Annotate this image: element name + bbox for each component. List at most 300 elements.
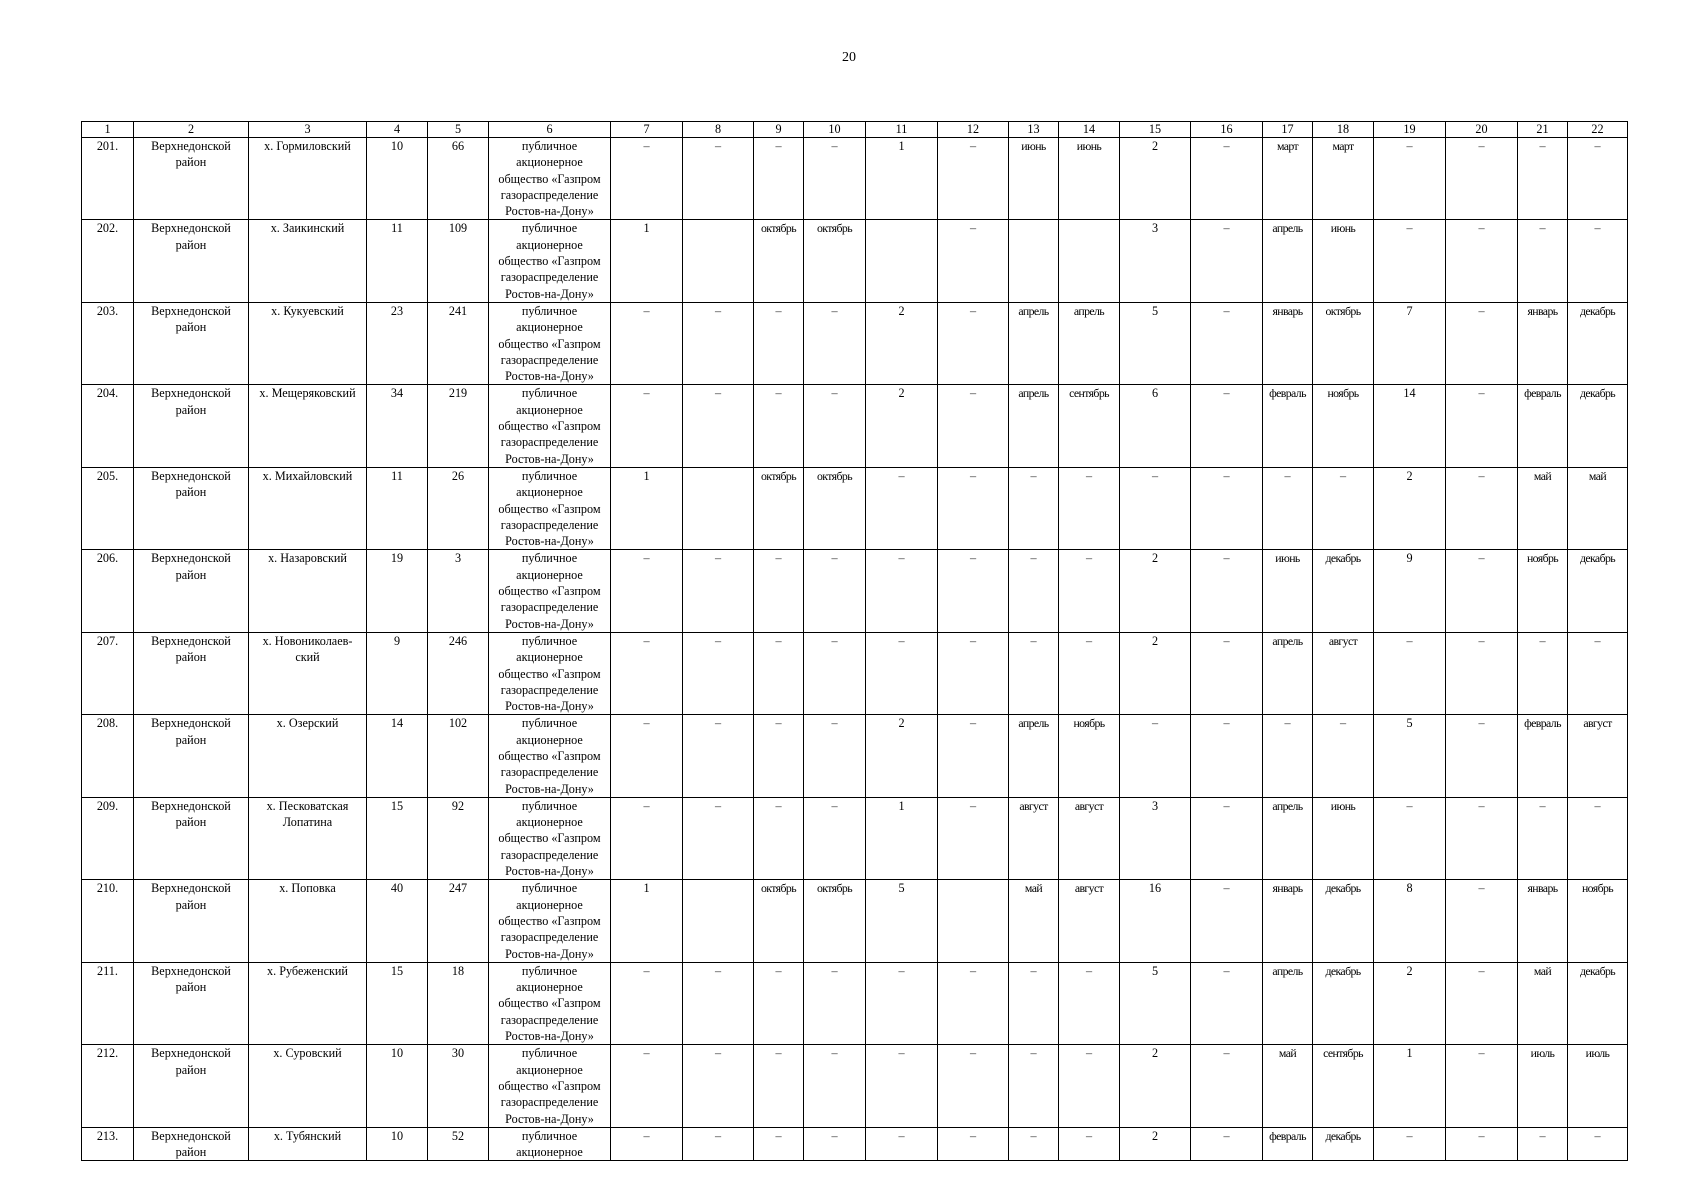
table-cell: октябрь bbox=[804, 220, 866, 302]
table-cell: – bbox=[1446, 1045, 1518, 1127]
table-row bbox=[82, 962, 1628, 1044]
table-cell: – bbox=[1009, 962, 1059, 1044]
table-cell: 1 bbox=[611, 880, 683, 962]
table-cell: – bbox=[804, 385, 866, 467]
organization-cell: публичное акционерное общество «Газпром газораспределение Ростов-на-Дону» bbox=[489, 797, 611, 879]
table-cell: – bbox=[1263, 467, 1313, 549]
table-cell: декабрь bbox=[1568, 962, 1628, 1044]
table-cell: – bbox=[1518, 138, 1568, 220]
settlement-cell: х. Кукуевский bbox=[249, 302, 367, 384]
table-cell: 2 bbox=[1120, 138, 1191, 220]
table-cell: июнь bbox=[1313, 220, 1374, 302]
table-cell: – bbox=[804, 1045, 866, 1127]
table-cell: – bbox=[1059, 1127, 1120, 1161]
table-cell: – bbox=[938, 467, 1009, 549]
column-header-1: 1 bbox=[82, 122, 134, 138]
table-cell: – bbox=[1518, 1127, 1568, 1161]
table-cell: – bbox=[754, 1045, 804, 1127]
table-cell: 5 bbox=[866, 880, 938, 962]
table-cell: март bbox=[1313, 138, 1374, 220]
column-header-5: 5 bbox=[428, 122, 489, 138]
table-cell: – bbox=[754, 632, 804, 714]
table-cell: – bbox=[938, 138, 1009, 220]
table-cell: – bbox=[1568, 797, 1628, 879]
settlement-cell: х. Суровский bbox=[249, 1045, 367, 1127]
table-row bbox=[82, 385, 1628, 467]
district-cell: Верхнедонской район bbox=[134, 715, 249, 797]
table-cell: – bbox=[754, 797, 804, 879]
table-cell: апрель bbox=[1059, 302, 1120, 384]
table-cell: – bbox=[611, 550, 683, 632]
table-cell: – bbox=[1191, 797, 1263, 879]
table-cell: – bbox=[1059, 962, 1120, 1044]
table-cell: – bbox=[1518, 797, 1568, 879]
table-row bbox=[82, 467, 1628, 549]
table-cell: 2 bbox=[1120, 1127, 1191, 1161]
table-cell: апрель bbox=[1009, 302, 1059, 384]
table-cell: 3 bbox=[1120, 220, 1191, 302]
table-cell: – bbox=[866, 1045, 938, 1127]
table-cell: – bbox=[1191, 385, 1263, 467]
district-cell: Верхнедонской район bbox=[134, 962, 249, 1044]
table-cell: – bbox=[1191, 467, 1263, 549]
table-cell bbox=[866, 220, 938, 302]
table-cell: 19 bbox=[367, 550, 428, 632]
table-cell: 30 bbox=[428, 1045, 489, 1127]
table-cell: – bbox=[683, 715, 754, 797]
table-cell: 10 bbox=[367, 138, 428, 220]
table-cell: 219 bbox=[428, 385, 489, 467]
table-cell: – bbox=[1263, 715, 1313, 797]
table-cell: 15 bbox=[367, 962, 428, 1044]
row-number-cell: 206. bbox=[82, 550, 134, 632]
table-cell: – bbox=[1446, 715, 1518, 797]
settlement-cell: х. Тубянский bbox=[249, 1127, 367, 1161]
table-cell: – bbox=[1446, 385, 1518, 467]
row-number-cell: 212. bbox=[82, 1045, 134, 1127]
row-number-cell: 211. bbox=[82, 962, 134, 1044]
table-cell: – bbox=[683, 385, 754, 467]
table-cell: – bbox=[1059, 632, 1120, 714]
table-cell: – bbox=[804, 632, 866, 714]
table-cell: – bbox=[611, 302, 683, 384]
table-cell: ноябрь bbox=[1313, 385, 1374, 467]
table-cell: – bbox=[1009, 632, 1059, 714]
table-cell: октябрь bbox=[754, 467, 804, 549]
organization-cell: публичное акционерное общество «Газпром газораспределение Ростов-на-Дону» bbox=[489, 220, 611, 302]
row-number-cell: 209. bbox=[82, 797, 134, 879]
column-header-2: 2 bbox=[134, 122, 249, 138]
table-cell: 2 bbox=[1374, 962, 1446, 1044]
table-cell: – bbox=[938, 962, 1009, 1044]
table-cell bbox=[938, 880, 1009, 962]
table-cell: – bbox=[938, 302, 1009, 384]
table-cell: 15 bbox=[367, 797, 428, 879]
table-cell: – bbox=[754, 138, 804, 220]
table-cell: – bbox=[866, 962, 938, 1044]
table-cell: – bbox=[611, 632, 683, 714]
table-cell: декабрь bbox=[1568, 550, 1628, 632]
table-cell: – bbox=[1191, 302, 1263, 384]
table-cell: – bbox=[1120, 715, 1191, 797]
column-header-18: 18 bbox=[1313, 122, 1374, 138]
table-cell: – bbox=[1009, 467, 1059, 549]
table-cell: май bbox=[1009, 880, 1059, 962]
table-cell: – bbox=[1374, 1127, 1446, 1161]
organization-cell: публичное акционерное общество «Газпром газораспределение Ростов-на-Дону» bbox=[489, 467, 611, 549]
table-cell: – bbox=[611, 715, 683, 797]
table-cell: – bbox=[1191, 715, 1263, 797]
table-cell: – bbox=[754, 962, 804, 1044]
district-cell: Верхнедонской район bbox=[134, 880, 249, 962]
row-number-cell: 207. bbox=[82, 632, 134, 714]
table-cell: – bbox=[804, 797, 866, 879]
table-cell: – bbox=[611, 385, 683, 467]
table-cell: 66 bbox=[428, 138, 489, 220]
table-cell: – bbox=[1568, 220, 1628, 302]
table-cell: июль bbox=[1518, 1045, 1568, 1127]
table-cell: – bbox=[683, 138, 754, 220]
table-cell: – bbox=[683, 1127, 754, 1161]
district-cell: Верхнедонской район bbox=[134, 467, 249, 549]
table-cell: – bbox=[938, 715, 1009, 797]
table-cell: – bbox=[683, 797, 754, 879]
table-cell: 5 bbox=[1374, 715, 1446, 797]
organization-cell: публичное акционерное общество «Газпром газораспределение Ростов-на-Дону» bbox=[489, 632, 611, 714]
table-cell: – bbox=[1446, 632, 1518, 714]
table-cell: – bbox=[866, 550, 938, 632]
table-cell: август bbox=[1568, 715, 1628, 797]
table-cell: 1 bbox=[1374, 1045, 1446, 1127]
column-header-10: 10 bbox=[804, 122, 866, 138]
table-cell: – bbox=[804, 550, 866, 632]
organization-cell: публичное акционерное общество «Газпром газораспределение Ростов-на-Дону» bbox=[489, 550, 611, 632]
table-cell: декабрь bbox=[1313, 880, 1374, 962]
table-cell: апрель bbox=[1009, 385, 1059, 467]
table-cell: – bbox=[1446, 880, 1518, 962]
table-cell: 109 bbox=[428, 220, 489, 302]
table-cell: декабрь bbox=[1313, 962, 1374, 1044]
table-cell: – bbox=[683, 550, 754, 632]
table-cell: – bbox=[1120, 467, 1191, 549]
table-cell bbox=[683, 880, 754, 962]
table-cell: – bbox=[1374, 138, 1446, 220]
table-cell: – bbox=[1446, 797, 1518, 879]
table-cell: 246 bbox=[428, 632, 489, 714]
table-row bbox=[82, 1127, 1628, 1161]
table-cell: 23 bbox=[367, 302, 428, 384]
page-number: 20 bbox=[842, 50, 856, 65]
district-cell: Верхнедонской район bbox=[134, 1045, 249, 1127]
table-cell: февраль bbox=[1518, 715, 1568, 797]
table-cell: – bbox=[683, 962, 754, 1044]
table-cell: – bbox=[1059, 1045, 1120, 1127]
table-cell: июль bbox=[1568, 1045, 1628, 1127]
table-cell: – bbox=[754, 385, 804, 467]
district-cell: Верхнедонской район bbox=[134, 220, 249, 302]
table-cell bbox=[1009, 220, 1059, 302]
district-cell: Верхнедонской район bbox=[134, 138, 249, 220]
table-cell: – bbox=[1191, 1127, 1263, 1161]
column-header-17: 17 bbox=[1263, 122, 1313, 138]
table-cell: – bbox=[1059, 467, 1120, 549]
table-cell: – bbox=[1313, 715, 1374, 797]
table-cell: январь bbox=[1263, 880, 1313, 962]
table-row bbox=[82, 1045, 1628, 1127]
table-cell: октябрь bbox=[804, 880, 866, 962]
column-header-7: 7 bbox=[611, 122, 683, 138]
table-row bbox=[82, 550, 1628, 632]
table-cell: апрель bbox=[1263, 962, 1313, 1044]
district-cell: Верхнедонской район bbox=[134, 632, 249, 714]
table-cell: – bbox=[938, 632, 1009, 714]
table-cell: – bbox=[683, 302, 754, 384]
table-cell: – bbox=[611, 797, 683, 879]
table-cell: декабрь bbox=[1313, 550, 1374, 632]
settlement-cell: х. Заикинский bbox=[249, 220, 367, 302]
table-cell: – bbox=[1446, 962, 1518, 1044]
column-header-14: 14 bbox=[1059, 122, 1120, 138]
table-cell: – bbox=[1568, 632, 1628, 714]
table-cell: 2 bbox=[1120, 1045, 1191, 1127]
table-cell: май bbox=[1518, 962, 1568, 1044]
settlement-cell: х. Новониколаев-ский bbox=[249, 632, 367, 714]
table-cell: октябрь bbox=[804, 467, 866, 549]
table-cell: 241 bbox=[428, 302, 489, 384]
settlement-cell: х. Песковатская Лопатина bbox=[249, 797, 367, 879]
table-cell: август bbox=[1059, 880, 1120, 962]
table-cell: – bbox=[1059, 550, 1120, 632]
column-header-4: 4 bbox=[367, 122, 428, 138]
column-header-9: 9 bbox=[754, 122, 804, 138]
table-cell: август bbox=[1009, 797, 1059, 879]
table-row bbox=[82, 797, 1628, 879]
table-cell: 7 bbox=[1374, 302, 1446, 384]
table-cell: 9 bbox=[367, 632, 428, 714]
table-cell: – bbox=[938, 220, 1009, 302]
table-cell: 52 bbox=[428, 1127, 489, 1161]
table-row bbox=[82, 632, 1628, 714]
table-cell: – bbox=[754, 302, 804, 384]
table-cell: – bbox=[1568, 138, 1628, 220]
settlement-cell: х. Михайловский bbox=[249, 467, 367, 549]
data-table bbox=[81, 121, 1628, 1161]
table-cell: 10 bbox=[367, 1045, 428, 1127]
row-number-cell: 213. bbox=[82, 1127, 134, 1161]
organization-cell: публичное акционерное общество «Газпром газораспределение Ростов-на-Дону» bbox=[489, 880, 611, 962]
column-header-15: 15 bbox=[1120, 122, 1191, 138]
table-cell: 26 bbox=[428, 467, 489, 549]
table-cell: 3 bbox=[428, 550, 489, 632]
column-header-21: 21 bbox=[1518, 122, 1568, 138]
table-cell: – bbox=[1009, 1127, 1059, 1161]
table-cell: – bbox=[804, 138, 866, 220]
table-cell: 6 bbox=[1120, 385, 1191, 467]
district-cell: Верхнедонской район bbox=[134, 797, 249, 879]
table-cell: июнь bbox=[1059, 138, 1120, 220]
row-number-cell: 201. bbox=[82, 138, 134, 220]
settlement-cell: х. Озерский bbox=[249, 715, 367, 797]
table-cell: февраль bbox=[1263, 385, 1313, 467]
table-cell: – bbox=[804, 1127, 866, 1161]
table-cell bbox=[1059, 220, 1120, 302]
table-cell: – bbox=[611, 1127, 683, 1161]
table-cell: – bbox=[754, 715, 804, 797]
table-cell: – bbox=[1374, 220, 1446, 302]
table-cell: – bbox=[866, 467, 938, 549]
table-cell: сентябрь bbox=[1059, 385, 1120, 467]
table-cell: 9 bbox=[1374, 550, 1446, 632]
table-cell: 34 bbox=[367, 385, 428, 467]
table-cell: декабрь bbox=[1568, 302, 1628, 384]
organization-cell: публичное акционерное общество «Газпром газораспределение Ростов-на-Дону» bbox=[489, 302, 611, 384]
organization-cell: публичное акционерное общество «Газпром газораспределение Ростов-на-Дону» bbox=[489, 962, 611, 1044]
table-cell: май bbox=[1568, 467, 1628, 549]
district-cell: Верхнедонской район bbox=[134, 1127, 249, 1161]
table-cell: 2 bbox=[1120, 632, 1191, 714]
table-cell: 1 bbox=[866, 797, 938, 879]
table-cell: – bbox=[683, 1045, 754, 1127]
table-cell: апрель bbox=[1263, 632, 1313, 714]
row-number-cell: 204. bbox=[82, 385, 134, 467]
table-cell: 14 bbox=[367, 715, 428, 797]
header-row bbox=[82, 122, 1628, 138]
table-cell: февраль bbox=[1518, 385, 1568, 467]
table-cell: – bbox=[611, 1045, 683, 1127]
table-cell: январь bbox=[1263, 302, 1313, 384]
table-cell: 2 bbox=[866, 385, 938, 467]
table-cell: – bbox=[1446, 467, 1518, 549]
table-cell bbox=[683, 467, 754, 549]
table-cell: – bbox=[866, 1127, 938, 1161]
table-cell: 247 bbox=[428, 880, 489, 962]
table-cell: – bbox=[1191, 550, 1263, 632]
table-cell: – bbox=[938, 797, 1009, 879]
row-number-cell: 208. bbox=[82, 715, 134, 797]
column-header-8: 8 bbox=[683, 122, 754, 138]
table-cell: 2 bbox=[866, 715, 938, 797]
table-cell: 2 bbox=[1120, 550, 1191, 632]
table-cell: – bbox=[1446, 1127, 1518, 1161]
column-header-12: 12 bbox=[938, 122, 1009, 138]
table-cell: апрель bbox=[1263, 220, 1313, 302]
table-cell: – bbox=[1009, 550, 1059, 632]
table-cell: август bbox=[1313, 632, 1374, 714]
table-cell: 18 bbox=[428, 962, 489, 1044]
table-cell: октябрь bbox=[754, 880, 804, 962]
table-cell: – bbox=[1191, 1045, 1263, 1127]
column-header-16: 16 bbox=[1191, 122, 1263, 138]
table-cell: май bbox=[1263, 1045, 1313, 1127]
column-header-19: 19 bbox=[1374, 122, 1446, 138]
settlement-cell: х. Гормиловский bbox=[249, 138, 367, 220]
column-header-3: 3 bbox=[249, 122, 367, 138]
table-cell: май bbox=[1518, 467, 1568, 549]
table-cell: 2 bbox=[1374, 467, 1446, 549]
settlement-cell: х. Рубеженский bbox=[249, 962, 367, 1044]
settlement-cell: х. Мещеряковский bbox=[249, 385, 367, 467]
table-cell: – bbox=[1374, 632, 1446, 714]
table-cell: – bbox=[1518, 220, 1568, 302]
column-header-11: 11 bbox=[866, 122, 938, 138]
table-cell: октябрь bbox=[754, 220, 804, 302]
table-header bbox=[82, 122, 1628, 138]
table-cell: ноябрь bbox=[1059, 715, 1120, 797]
table-cell: – bbox=[938, 385, 1009, 467]
row-number-cell: 210. bbox=[82, 880, 134, 962]
table-cell: 14 bbox=[1374, 385, 1446, 467]
table-cell: 5 bbox=[1120, 302, 1191, 384]
column-header-20: 20 bbox=[1446, 122, 1518, 138]
table-cell: 10 bbox=[367, 1127, 428, 1161]
row-number-cell: 202. bbox=[82, 220, 134, 302]
table-cell bbox=[683, 220, 754, 302]
table-cell: апрель bbox=[1009, 715, 1059, 797]
organization-cell: публичное акционерное общество «Газпром газораспределение Ростов-на-Дону» bbox=[489, 715, 611, 797]
table-cell: ноябрь bbox=[1568, 880, 1628, 962]
table-cell: – bbox=[611, 138, 683, 220]
table-cell: – bbox=[938, 1045, 1009, 1127]
district-cell: Верхнедонской район bbox=[134, 302, 249, 384]
table-cell: июнь bbox=[1313, 797, 1374, 879]
table-cell: – bbox=[1191, 632, 1263, 714]
settlement-cell: х. Поповка bbox=[249, 880, 367, 962]
table-cell: – bbox=[754, 1127, 804, 1161]
table-cell: 5 bbox=[1120, 962, 1191, 1044]
settlement-cell: х. Назаровский bbox=[249, 550, 367, 632]
table-cell: 8 bbox=[1374, 880, 1446, 962]
table-cell: – bbox=[804, 962, 866, 1044]
column-header-6: 6 bbox=[489, 122, 611, 138]
table-cell: октябрь bbox=[1313, 302, 1374, 384]
table-cell: – bbox=[754, 550, 804, 632]
table-cell: – bbox=[1313, 467, 1374, 549]
table-row bbox=[82, 220, 1628, 302]
district-cell: Верхнедонской район bbox=[134, 550, 249, 632]
table-cell: июнь bbox=[1009, 138, 1059, 220]
table-cell: – bbox=[1191, 220, 1263, 302]
organization-cell: публичное акционерное общество «Газпром газораспределение Ростов-на-Дону» bbox=[489, 1045, 611, 1127]
table-cell: – bbox=[1446, 138, 1518, 220]
table-cell: 2 bbox=[866, 302, 938, 384]
organization-cell: публичное акционерное общество «Газпром газораспределение Ростов-на-Дону» bbox=[489, 138, 611, 220]
table-cell: 11 bbox=[367, 467, 428, 549]
table-body bbox=[82, 138, 1628, 1161]
table-cell: март bbox=[1263, 138, 1313, 220]
table-cell: – bbox=[1446, 220, 1518, 302]
table-cell: – bbox=[1568, 1127, 1628, 1161]
district-cell: Верхнедонской район bbox=[134, 385, 249, 467]
row-number-cell: 203. bbox=[82, 302, 134, 384]
table-cell: – bbox=[1518, 632, 1568, 714]
table-cell: 11 bbox=[367, 220, 428, 302]
table-cell: апрель bbox=[1263, 797, 1313, 879]
table-cell: – bbox=[866, 632, 938, 714]
table-cell: февраль bbox=[1263, 1127, 1313, 1161]
table-cell: 1 bbox=[611, 467, 683, 549]
table-row bbox=[82, 715, 1628, 797]
table-cell: – bbox=[1009, 1045, 1059, 1127]
table-cell: сентябрь bbox=[1313, 1045, 1374, 1127]
table-cell: декабрь bbox=[1568, 385, 1628, 467]
table-cell: – bbox=[1191, 962, 1263, 1044]
table-cell: – bbox=[1191, 880, 1263, 962]
table-cell: – bbox=[938, 550, 1009, 632]
table-cell: 1 bbox=[866, 138, 938, 220]
table-cell: – bbox=[804, 302, 866, 384]
organization-cell: публичное акционерное общество «Газпром газораспределение Ростов-на-Дону» bbox=[489, 385, 611, 467]
table-cell: декабрь bbox=[1313, 1127, 1374, 1161]
